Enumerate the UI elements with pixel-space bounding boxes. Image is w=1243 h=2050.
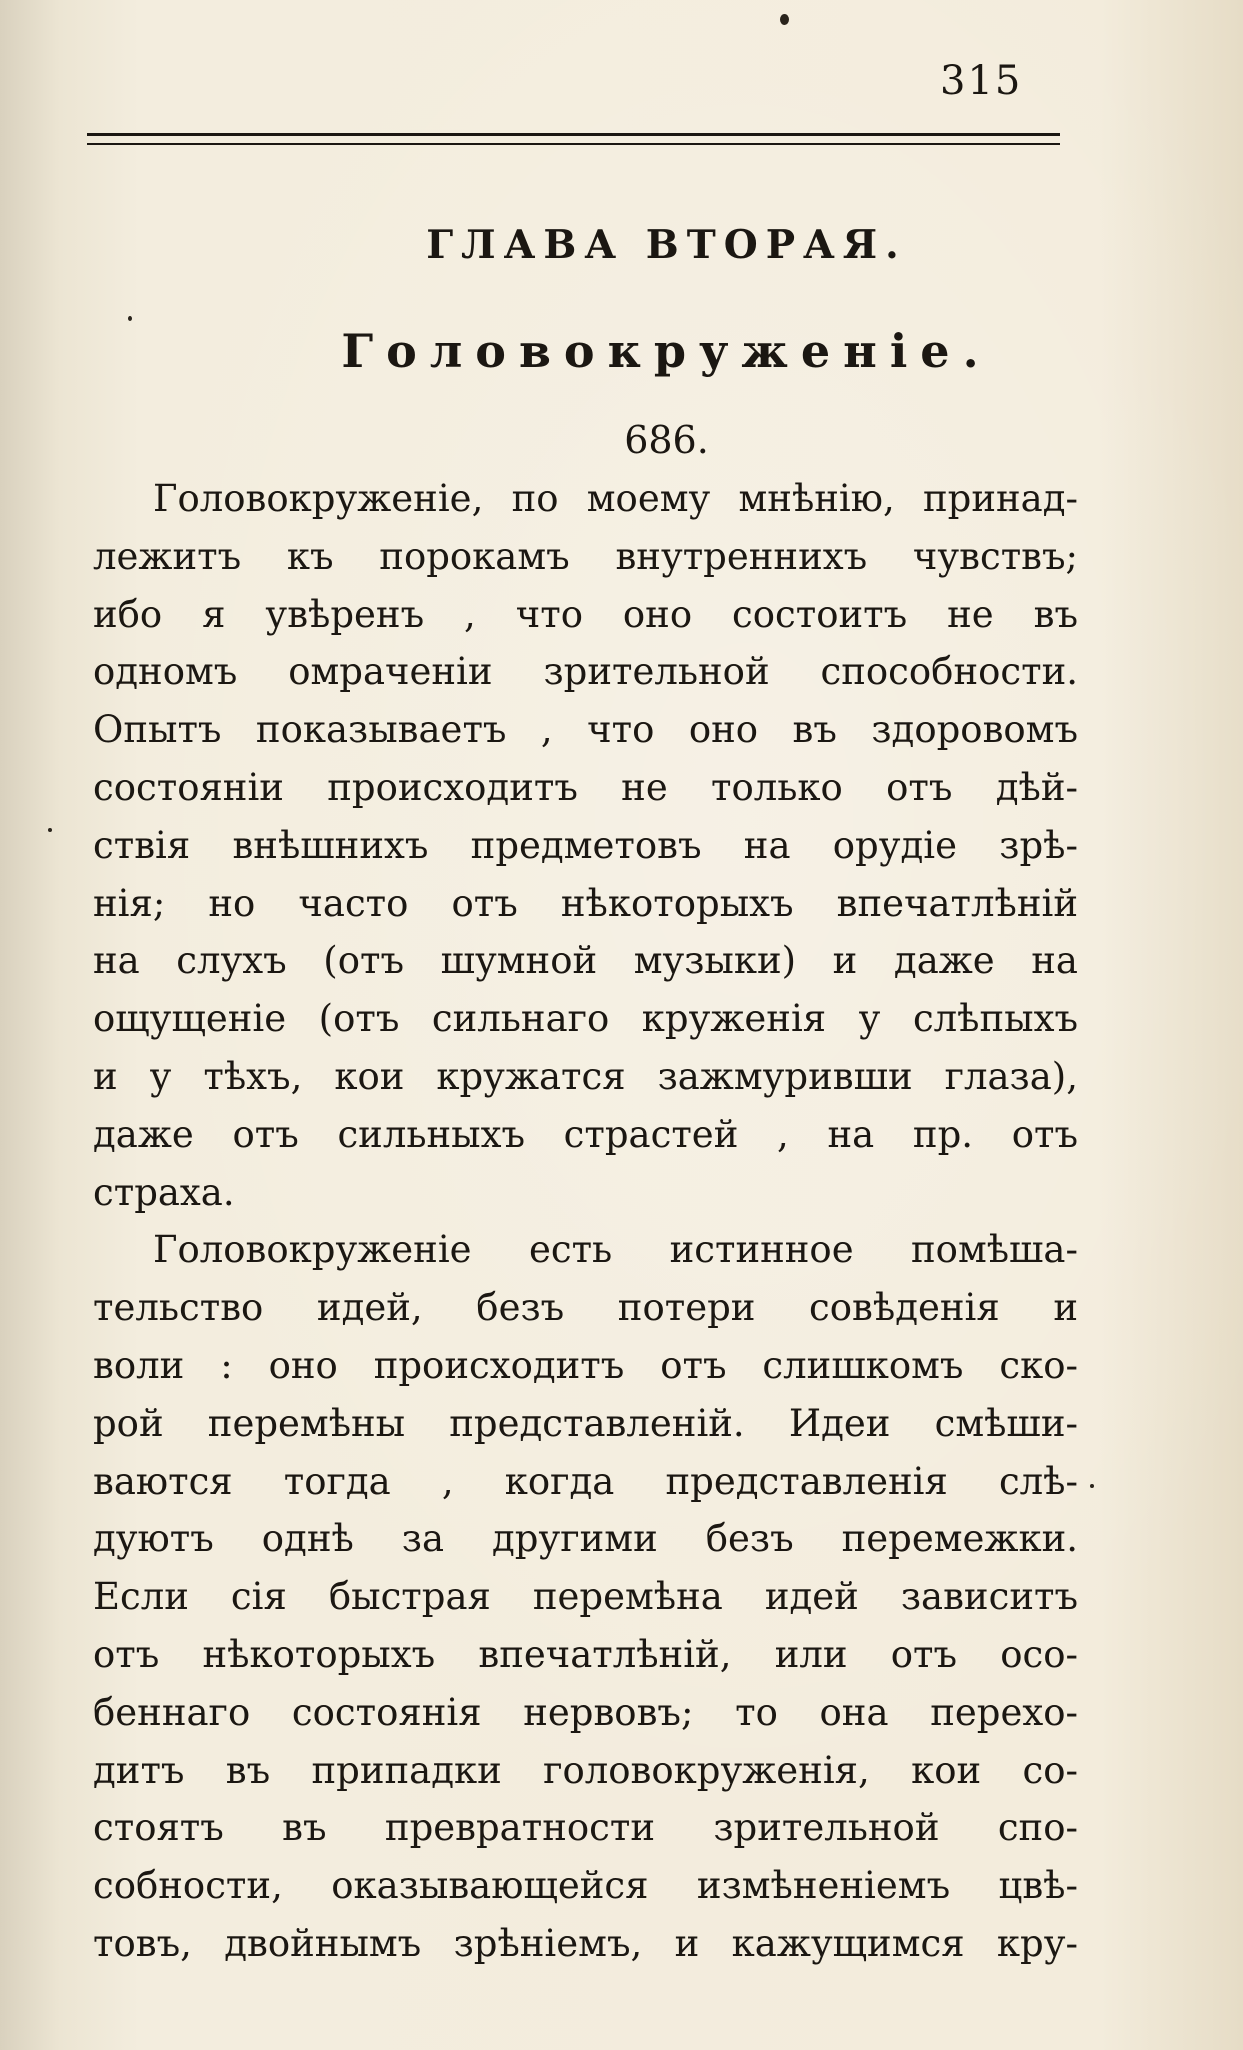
text-line: воли : оно происходитъ отъ слишкомъ ско- — [93, 1343, 1078, 1387]
text-line: товъ, двойнымъ зрѣніемъ, и кажущимся кру- — [93, 1921, 1078, 1965]
ink-speck — [128, 316, 132, 321]
text-line: дуютъ однѣ за другими безъ перемежки. — [93, 1517, 1078, 1561]
text-line: Опытъ показываетъ , что оно въ здоровомъ — [93, 708, 1078, 752]
ink-speck — [780, 14, 789, 25]
text-line: рой перемѣны представленій. Идеи смѣши- — [93, 1401, 1078, 1445]
ink-speck — [48, 828, 52, 832]
text-line: даже отъ сильныхъ страстей , на пр. отъ — [93, 1112, 1078, 1156]
text-line: стоятъ въ превратности зрительной спо- — [93, 1806, 1078, 1850]
text-line: собности, оказывающейся измѣненіемъ цвѣ- — [93, 1864, 1078, 1908]
text-line: дитъ въ припадки головокруженія, кои со- — [93, 1748, 1078, 1792]
paragraph-number: 686. — [624, 418, 709, 462]
page-number: 315 — [940, 58, 1023, 104]
text-line: лежитъ къ порокамъ внутреннихъ чувствъ; — [93, 534, 1078, 578]
text-line: Головокруженіе, по моему мнѣнію, принад- — [153, 477, 1078, 520]
text-line: беннаго состоянія нервовъ; то она перехо- — [93, 1690, 1078, 1734]
header-rule-thick — [87, 133, 1060, 136]
body-text — [93, 470, 1078, 1973]
text-line: тельство идей, безъ потери совѣденія и — [93, 1286, 1078, 1330]
text-line: страха. — [93, 1170, 235, 1214]
text-line: нія; но часто отъ нѣкоторыхъ впечатлѣній — [93, 881, 1078, 925]
text-line: ствія внѣшнихъ предметовъ на орудіе зрѣ- — [93, 823, 1078, 867]
text-line: ибо я увѣренъ , что оно состоитъ не въ — [93, 592, 1078, 636]
text-line: ваются тогда , когда представленія слѣ- — [93, 1459, 1078, 1503]
text-line: и у тѣхъ, кои кружатся зажмуривши глаза), — [93, 1054, 1078, 1098]
chapter-title: ГЛАВА ВТОРАЯ. — [426, 222, 907, 268]
text-line: отъ нѣкоторыхъ впечатлѣній, или отъ осо- — [93, 1632, 1078, 1676]
text-line: Головокруженіе есть истинное помѣша- — [153, 1228, 1078, 1272]
ink-speck — [1090, 1484, 1094, 1488]
text-line: Если сія быстрая перемѣна идей зависитъ — [93, 1575, 1078, 1619]
text-line: одномъ омраченіи зрительной способности. — [93, 650, 1078, 694]
section-title: Головокруженіе. — [341, 324, 992, 378]
text-line: ощущеніе (отъ сильнаго круженія у слѣпыхъ — [93, 997, 1078, 1041]
text-line: на слухъ (отъ шумной музыки) и даже на — [93, 939, 1078, 983]
header-rule-thin — [87, 143, 1060, 145]
text-line: состояніи происходитъ не только отъ дѣй- — [93, 765, 1078, 809]
